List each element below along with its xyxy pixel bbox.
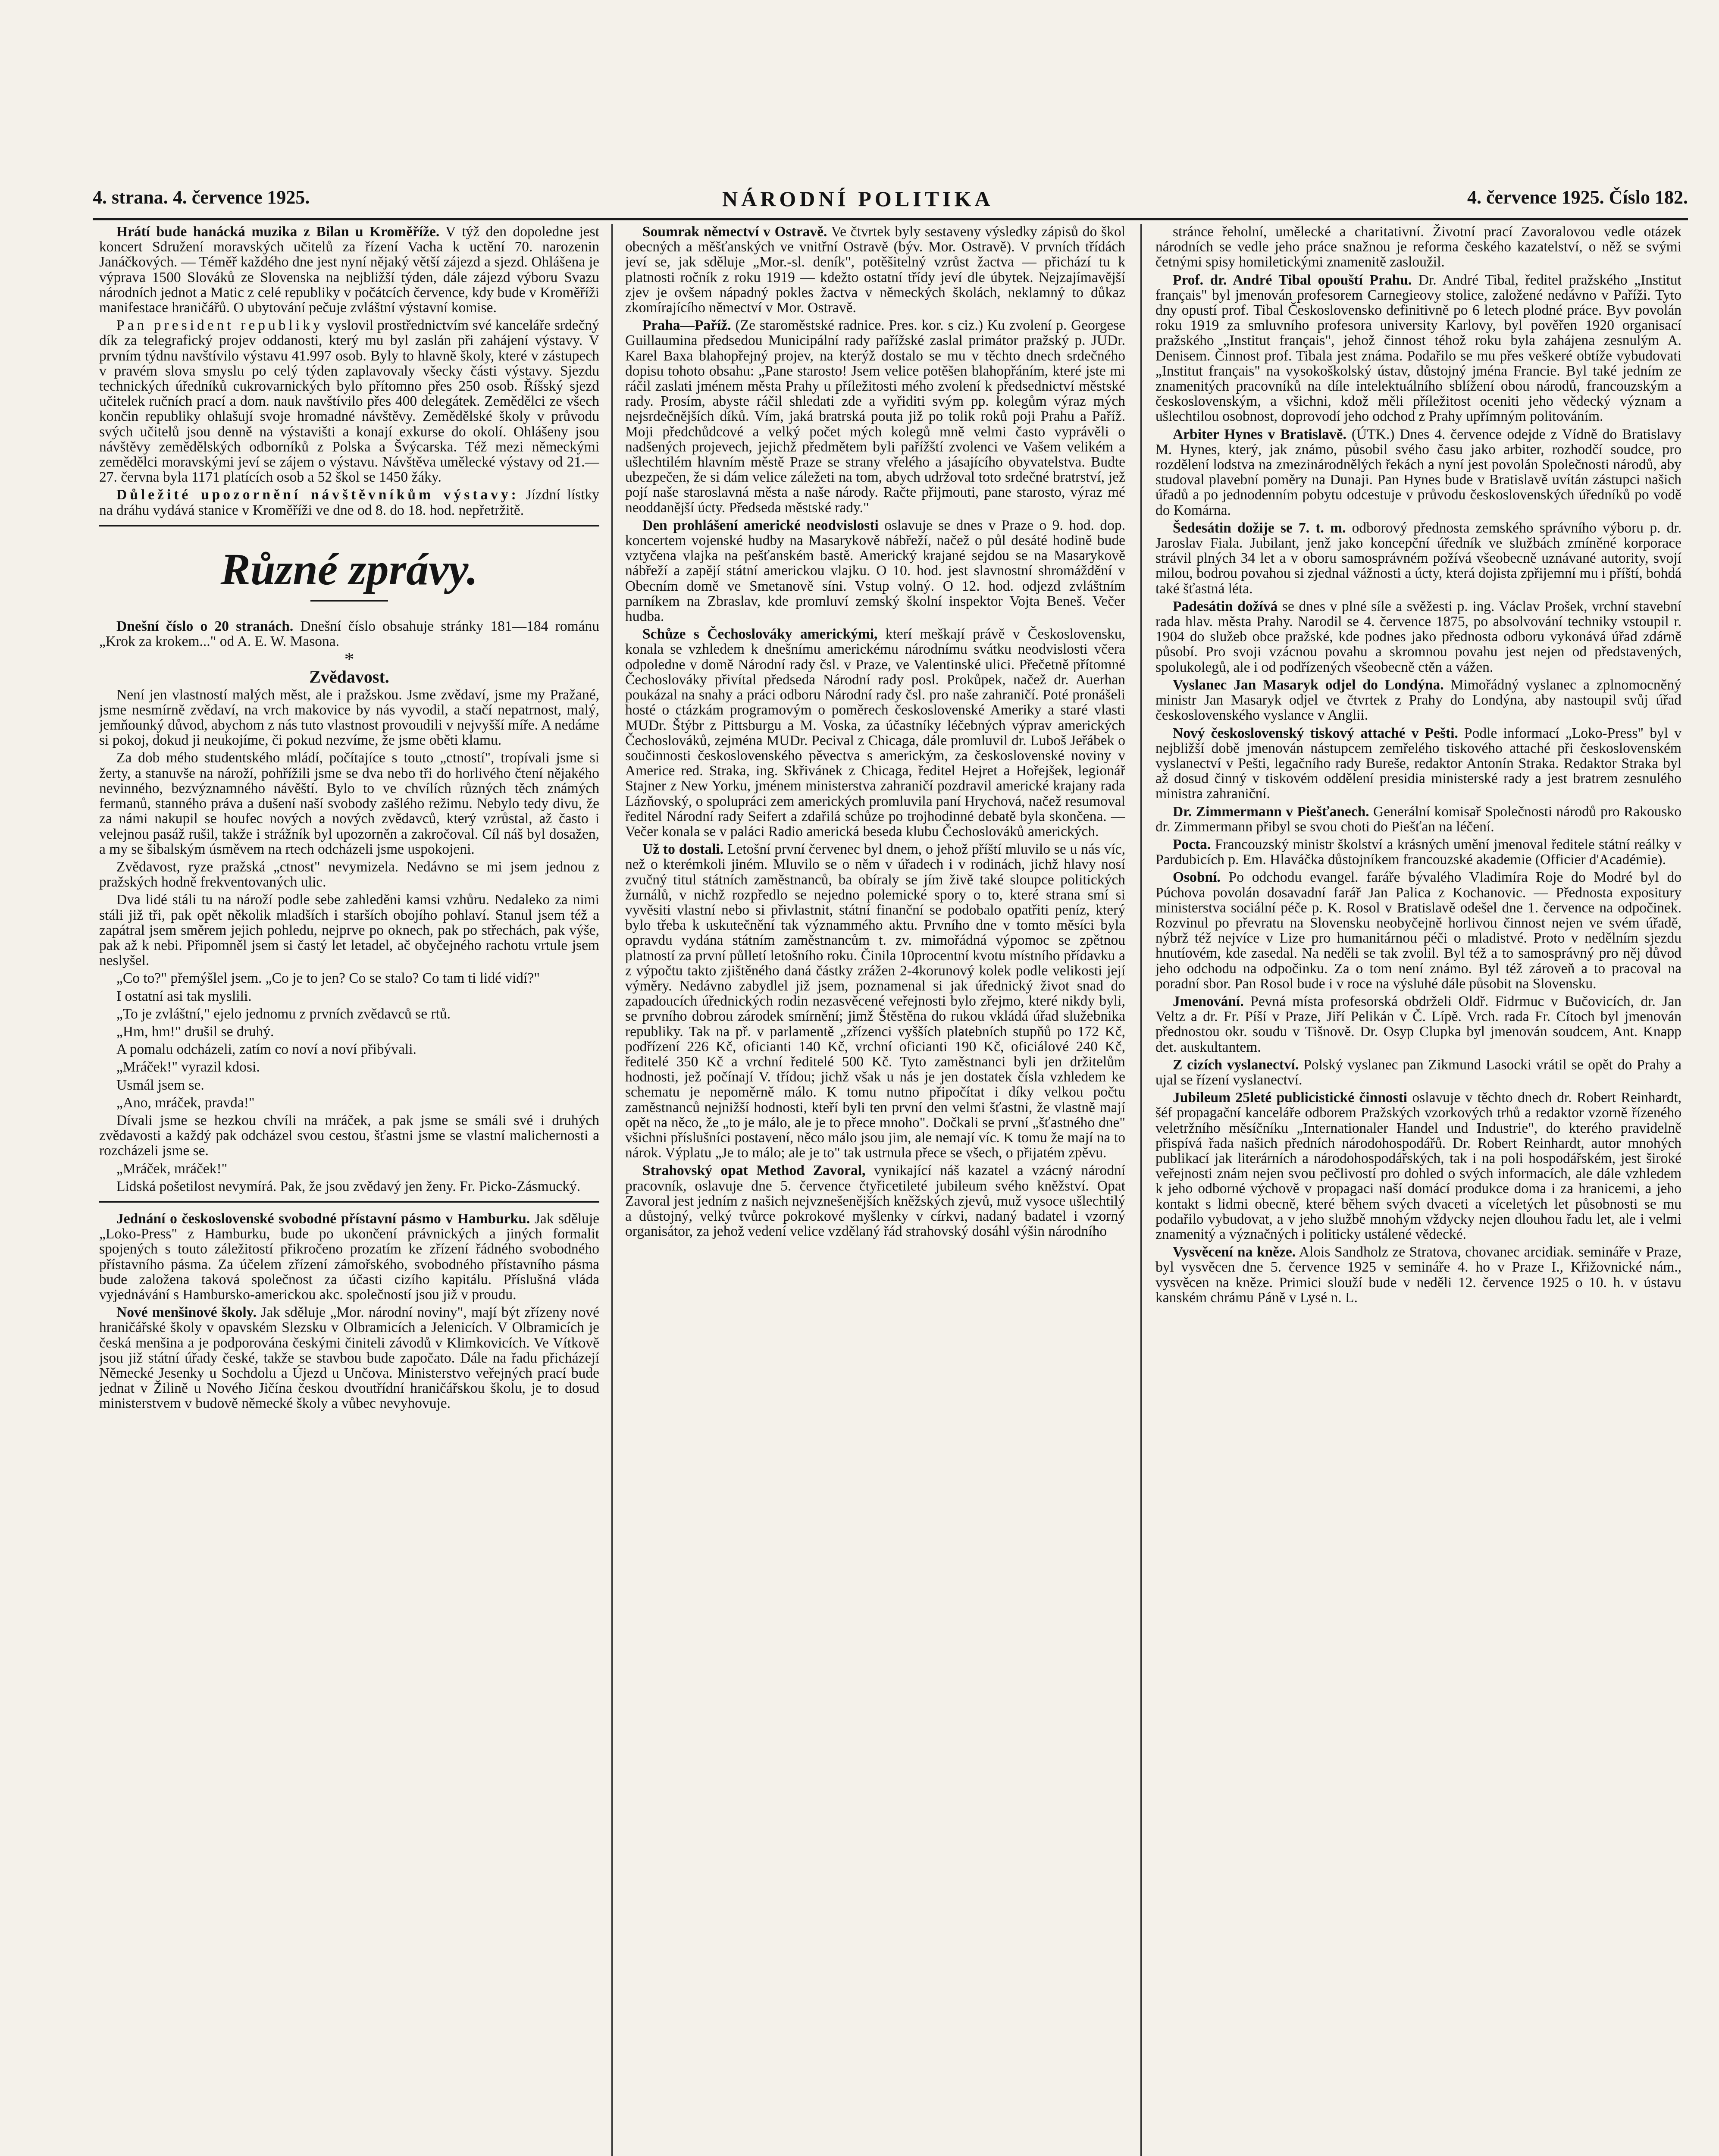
article — [1155, 726, 1681, 802]
paragraph: Usmál jsem se. — [116, 1077, 204, 1093]
article-heading: Jubileum 25leté publicistické činnosti — [1173, 1090, 1408, 1106]
paragraph: Dívali jsme se hezkou chvíli na mráček, a pak jsme se smáli své i druhých zvědavosti a každý pak odcházel svou cestou, šťastni jsme se vlastní malichernosti a rozcházeli jsme se. — [99, 1112, 599, 1159]
column-2 — [625, 224, 1125, 2156]
header-page-date: 4. strana. 4. července 1925. — [93, 187, 310, 208]
paragraph: „Hm, hm!" drušil se druhý. — [116, 1023, 274, 1040]
paragraph: Dva lidé stáli tu na nároží podle sebe zahleděni kamsi vzhůru. Nedaleko za nimi stáli již tři, pak opět několik mladších i starších obojího pohlaví. Stanul jsem též a zapátral jsem směrem jejich pohledu, nejprve po oknech, pak po střechách, pak výše, pak až k nebi. Připomněl jsem si častý let letadel, ač obyčejného rachotu vrtule jsem neslyšel. — [99, 892, 599, 969]
article-heading: Vyslanec Jan Masaryk odjel do Londýna. — [1173, 677, 1444, 693]
article-heading: Dr. Zimmermann v Piešťanech. — [1173, 803, 1369, 820]
article — [625, 627, 1125, 839]
article-body: Jak sděluje „Mor. národní noviny", mají být zřízeny nové hraničářské školy v opavském Slezsku v Olbramicích a Jelenicích. V Olbramicích je česká menšina a je podporována českými činiteli závodů v Klimkovicích. Ve Vítkově jsou již státní úřady české, takže se stavbou bude započato. Dále na řadu přicházejí Německé Jesenky u Sochdolu a Újezd u Unčova. Ministerstvo veřejných prací bude jednat v Žilině u Nového Jičína českou dvoutřídní hraničářskou školu, je to dosud ministerstvem v budově německé školy a vůbec nevyhovuje. — [99, 1304, 599, 1412]
article-body: (Ze staroměstské radnice. Pres. kor. s ciz.) Ku zvolení p. Georgese Guillaumina předsedou Municipální rady pařížské zaslal primátor pražský p. JUDr. Karel Baxa blahopřejný projev, na kterýž dostalo se mu v těchto dnech srdečného dopisu tohoto obsahu: „Pane starosto! Jsem velice potěšen blahopřáním, které jste mi ráčil zaslati jménem města Prahy u příležitosti mého zvolení k předsednictví městské rady. Prosím, abyste ráčil shledati zde a vyřiditi svým pp. kolegům výraz mých nejsrdečnějších díků. Vím, jaká bratrská pouta již po tolik roků poji Prahu a Paříž. Moji předchůdcové a velký počet mých kolegů mně velmi často vyprávěli o nadšených projevech, jejichž předmětem byli pařížští zvolenci ve Vašem velikém a ušlechtilém hlavním městě Praze se strany vřelého a jásajícího obyvatelstva. Budte ubezpečen, že si dám velice záležeti na tom, abych udržoval toto srdečné bratrství, jež pojí naše staroslavná města a naše národy. Račte přijmouti, pane starosto, výraz mé neoddanější úcty. Předseda městské rady." — [625, 317, 1125, 516]
article-heading: Pocta. — [1173, 836, 1211, 852]
article — [1155, 994, 1681, 1055]
article — [1155, 804, 1681, 834]
article-body: Dnešní číslo obsahuje stránky 181—184 románu „Krok za krokem..." od A. E. W. Masona. — [99, 618, 599, 650]
article — [625, 518, 1125, 624]
article — [99, 1305, 599, 1411]
article-body: oslavuje v těchto dnech dr. Robert Reinhardt, šéf propagační kanceláře odborem Pražských vzorkových trhů a redaktor vzorně řízeného veletržního měsíčníku „Internationaler Handel und Industrie", do kterého pravidelně přispívá řada našich předních národohospodářů. Dr. Robert Reinhardt, autor mnohých publikací jak literárních a národohospodářských, tak i na poli hospodářském, jest široké veřejnosti znám nejen svou pečlivostí pro dohled o svých informacích, ale dále vzhledem k jeho odborné výchově v propagaci naší domácí produkce doma i za hranicemi, a jeho kontakt s lidmi obecně, které během svých dvaceti a víceletých let působnosti se mu podařilo vybudovat, a v jeho službě mnohým vždycky nejen dlouhou řadu let, ale i velmi znamenitý a význačných i politicky ustálené vědecké. — [1155, 1090, 1681, 1242]
paragraph: I ostatní asi tak myslili. — [116, 988, 252, 1004]
paragraph: Zvědavost, ryze pražská „ctnost" nevymizela. Nedávno se mi jsem jednou z pražských hodně frekventovaných ulic. — [99, 859, 599, 890]
article-heading: Vysvěcení na kněze. — [1173, 1244, 1296, 1260]
paragraph: „Co to?" přemýšlel jsem. „Co je to jen? Co se stalo? Co tam ti lidé vidí?" — [116, 970, 540, 987]
article-body: se dnes v plné síle a svěžesti p. ing. Václav Prošek, vrchní stavební rada hlav. města Prahy. Narodil se 4. července 1875, po absolvování techniky vstoupil r. 1904 do služeb obce pražské, kde podnes jako přednosta odboru vykonává úřad zdárně působí. Pro svoji vzácnou povahu a skromnou povahu jest nejen od představených, spolukolegů, ale i od podřízených všeobecně ctěn a vážen. — [1155, 598, 1681, 675]
article — [1155, 427, 1681, 518]
article-body: Mimořádný vyslanec a zplnomocněný ministr Jan Masaryk odjel ve čtvrtek z Prahy do Londýna, aby nastoupil svůj úřad československého vyslance v Anglii. — [1155, 677, 1681, 724]
article — [1155, 520, 1681, 596]
article-body: Jak sděluje „Loko-Press" z Hamburku, bude po ukončení právnických a jiných formalit spojených s touto záležitostí přikročeno prozatím ke zřízení řádného svobodného přístavního pásma. Za účelem zřízení zámořského, svobodného přístavního pásma bude založena taková společnost za účasti cizího kapitálu. Příslušná vláda vyjednávání s Hambursko-americkou akc. společností jsou již v proudu. — [99, 1210, 599, 1303]
article-body: Po odchodu evangel. faráře bývalého Vladimíra Roje do Modré byl do Púchova povolán dosavadní farář Jan Palica z Kochanovic. — Přednosta expositury ministerstva sociální péče p. K. Rosol v Bratislavě odešel dne 1. července na odpočinek. Rozvinul po převratu na Slovensku neobyčejně horlivou činnost nejen ve svém úřadě, nýbrž též nejvíce v Lize pro humanitárnou péči o mladistvé. Proto v nedělním sjezdu hnutíovém, kde zasedal. Na neděli se tak zvolil. Byl též a to samosprávný pro něj důvod jeho odchodu na odpočinku. Za o tom není známo. Byl též zároveň a to pracoval na poradní sbor. Pan Rosol bude i v roce na výsluhé dále působit na Slovensku. — [1155, 869, 1681, 992]
article — [1155, 273, 1681, 424]
header-rule — [93, 218, 1688, 220]
column-rule — [611, 224, 613, 2156]
paragraph: „Mráček, mráček!" — [116, 1160, 228, 1177]
article-body: (ÚTK.) Dnes 4. července odejde z Vídně do Bratislavy M. Hynes, který, jak známo, působil svého času jako arbiter, rozhodčí soudce, pro rozdělení lodstva na zmezinárodnělých řekách a nyní jest povolán Společnosti národů, aby studoval plavební poměry na Dunaji. Pan Hynes bude v Bratislavě uvítán zástupci našich úřadů a po jednodenním pobytu odcestuje v průvodu československých úředníků po vodě do Komárna. — [1155, 426, 1681, 518]
article-body: V týž den dopoledne jest koncert Sdružení moravských učitelů za řízení Vacha k uctění 70. narozenin Janáčkových. — Téměř každého dne jest nyní nějaký větší zájezd a sjezd. Ohlášena je výprava 1500 Slováků ze Slovenska na nejbližší týden, dále zájezd výboru Svazu národních jednot a Matic z celé republiky v počátcích července, kdy bude v Kroměříži manifestace hraničářů. O ubytování pečuje zvláštní výstavní komise. — [99, 224, 599, 316]
paragraph: Za dob mého studentského mládí, počítajíce s touto „ctností", tropívali jsme si žerty, a stanuvše na nároží, pohřížili jsme se dva nebo tři do horlivého čtení nějakého nevinného, bezvýznamného návěští. Bylo to ve chvílích různých těch známých fermanů, stanného práva a dušení naší svobody zašlého režimu. Nebylo tedy divu, že za námi nakupil se houfec nových a nových zvědavců, který vzrůstal, až často i velejnou pasáž rušil, takže i strážník byl upozorněn a zakročoval. Cíl náš byl dosažen, a my se šibalským úsměvem na rtech odcházeli jsme uspokojeni. — [99, 750, 599, 857]
article-body: Polský vyslanec pan Zikmund Lasocki vrátil se opět do Prahy a ujal se řízení vyslanectví. — [1155, 1056, 1681, 1088]
article-heading: Nové menšinové školy. — [116, 1304, 257, 1321]
article-heading: Dnešní číslo o 20 stranách. — [116, 618, 294, 634]
paragraph: Není jen vlastností malých měst, ale i pražskou. Jsme zvědaví, jsme my Pražané, jsme nesmírně zvědaví, na vrch makovice by nás vyvodil, a stačí nepatrnost, malý, jemňounký důvod, abychom z nás tuto vlastnost provoudili v nejvyšší míře. A nedáme si pokoj, dokud ji neukojíme, či pokud nezvíme, že jsme oběti klamu. — [99, 686, 599, 749]
article-heading: Padesátin dožívá — [1173, 598, 1278, 614]
article — [625, 224, 1125, 315]
paragraph: „Ano, mráček, pravda!" — [116, 1094, 255, 1111]
paragraph: „Mráček!" vyrazil kdosi. — [116, 1059, 260, 1075]
article-heading: Osobní. — [1173, 869, 1221, 886]
article — [1155, 677, 1681, 723]
article-heading: Jmenování. — [1173, 993, 1244, 1009]
article — [625, 842, 1125, 1160]
article — [625, 1163, 1125, 1239]
title-rule — [310, 600, 388, 602]
paragraph: „To je zvláštní," ejelo jednomu z prvních zvědavců se rtů. — [116, 1006, 451, 1022]
article — [1155, 1090, 1681, 1242]
feuilleton-title: Zvědavost. — [309, 667, 389, 687]
article-body: Letošní první červenec byl dnem, o jehož příští mluvilo se u nás víc, než o kterémkoli jiném. Mluvilo se o něm v úřadech i v rodinách, jichž hlavy nosí zvučný titul státních zaměstnanců, ba obíraly se jím živě také sloupce politických žurnálů, v nichž rozpředlo se nejedno polemické spory o to, které strana smí si vyvěsiti vlastní nebo si přivlastnit, státní finanční se podobalo opatřiti peníz, který bylo třeba k uskutečnění tak význammého aktu. Prvního dne v tomto měsíci byla opravdu vydána státním zaměstnancům t. zv. mimořádná výpomoc se zpětnou platností za první půlletí letošního roku. Činila 10procentní kvotu místního přídavku a z výpočtu takto zjištěného daná částky zrážen 2-4korunový kolek podle velikosti její výměry. Nedávno zabydlel již jsem, poznamenal si jak úřednický život snad do zapadoucích úřednických rodin nezasvěcené veřejnosti bylo zřejmo, které nikdy byli, se prvního dobrou zárodek smírnění; jimž Štěstěna do rukou vkládá úřad služebnika republiky. Tak na př. v parlamentě „zřízenci vyšších platebních stupňů po 172 Kč, podřízení 226 Kč, oficianti 140 Kč, vrchní oficianti 190 Kč, oficiálové 240 Kč, ředitelé 350 Kč a vrchní ředitelé 500 Kč. Tyto zaměstnanci byli jen držitelům hodnosti, jež počínají V. třídou; jichž však u nás je jen dostatek čísla vzhledem ke schematu je nepoměrně málo. K tomu nutno připočítat i díky velkou počtu zaměstnanců nejnižší hodnosti, kteří byli ten první den velmi šťastni, že vlastně mají opět na něco, že „to je málo, ale je to přece mnoho". Dočkali se první „šťastného dne" všichni příslušníci postavení, něco málo jsou jim, ale nemají víc. K tomu že mají na to nárok. Výplatu „Je to málo; ale je to" tak ustrnula přece se všech, o přijatém zpěvu. — [625, 841, 1125, 1161]
article-heading: Pan president republiky — [116, 317, 323, 334]
article-heading: Jednání o československé svobodné přístavní pásmo v Hamburku. — [116, 1210, 530, 1227]
column-rule — [1140, 224, 1142, 2156]
article — [1155, 1244, 1681, 1305]
article-heading: Praha—Paříž. — [642, 317, 731, 334]
article-heading: Už to dostali. — [642, 841, 724, 858]
paragraph — [99, 1179, 599, 1194]
article — [1155, 1057, 1681, 1087]
article — [1155, 870, 1681, 991]
article-body: Jízdní lístky na dráhu vydává stanice v Kroměříži ve dne od 8. do 18. hod. nepřetržitě. — [99, 487, 599, 518]
article-heading: Arbiter Hynes v Bratislavě. — [1173, 426, 1346, 442]
section-title: Různé zprávy. — [220, 544, 478, 594]
article — [1155, 599, 1681, 675]
section-divider — [99, 1201, 599, 1203]
star-divider: * — [344, 648, 354, 671]
masthead: NÁRODNÍ POLITIKA — [722, 187, 994, 211]
article-body: vyslovil prostřednictvím své kanceláře srdečný dík za telegrafický projev oddanosti, který mu byl zaslán při zahájení výstavy. V prvním týdnu navštívilo výstavu 41.997 osob. Byly to hlavně školy, které v zástupech v pravém slova smyslu po celý týden zaplavovaly všecky části výstavy. Sjezdu technických úředníků cukrovarnických bylo přítomno přes 250 osob. Říšský sjezd učitelek ručních prací a dom. nauk navštívilo přes 400 delegátek. Zemědělci ze všech končin republiky ohlašují svoje hromadné návštěvy. Zemědělské školy v průvodu svých učitelů jsou denně na výstavišti a konají exkurse do okolí. Ohlášeny jsou návštěvy zemědělských odborníků z Polska a Švýcarska. Též mezi německými zemědělci moravskými jeví se zájem o výstavu. Návštěva umělecké výstavy od 21.—27. června byla 1171 platících osob a 52 škol se 1450 žáky. — [99, 317, 599, 486]
article — [99, 224, 599, 315]
paragraph: A pomalu odcházeli, zatím co noví a noví přibývali. — [116, 1041, 416, 1058]
article-heading: Šedesátin dožije se 7. t. m. — [1173, 520, 1346, 536]
author-signature: Fr. Picko-Zásmucký. — [460, 1178, 581, 1194]
article-heading: Nový československý tiskový attaché v Pešti. — [1173, 725, 1458, 741]
article — [1155, 837, 1681, 867]
article-heading: Z cizích vyslanectví. — [1173, 1056, 1299, 1073]
page-header — [93, 186, 1688, 213]
article-heading: Soumrak němectví v Ostravě. — [642, 224, 827, 240]
article-body: Ve čtvrtek byly sestaveny výsledky zápisů do škol obecných a měšťanských ve vnitřní Ostravě (býv. Mor. Ostravě). V prvních třídách jeví se, jak sděluje „Mor.-sl. deník", potěšitelný vzrůst žactva — přichází tu k platnosti ročník z roku 1919 — kdežto ostatní třídy jeví dle úbytek. Nejzajímavější zjev je ovšem nápadný pokles žactva v německých školách, neklamný to důkaz zkomírajícího němectví v Mor. Ostravě. — [625, 224, 1125, 316]
paragraph-text: Lidská pošetilost nevymírá. Pak, že jsou zvědavý jen ženy. — [116, 1178, 456, 1194]
article-heading: Prof. dr. André Tibal opouští Prahu. — [1173, 272, 1412, 288]
article — [99, 487, 599, 517]
article-body: vynikající náš kazatel a vzácný národní pracovník, oslavuje dne 5. července čtyřicetileté jubileum svého kněžství. Opat Zavoral jest jedním z našich nejvznešenějších kněžských zjevů, muž vysoce ušlechtilý a důstojný, velký tvůrce pokrokové myšlenky v církvi, nadaný badatel i vzorný organisátor, za jehož vedení velice vzdělaný řád strahovský dosáhl výšin národního — [625, 1163, 1125, 1240]
article-body: oslavuje se dnes v Praze o 9. hod. dop. koncertem vojenské hudby na Masarykově nábřeží, načež o půl desáté hodině bude vztyčena vlajka na pešťanském bastě. Americký krajané sejdou se na Masarykově nábřeží a zapějí státní americkou vlajku. O 10. hod. jest slavnostní shromáždění v Obecním domě ve Smetanově síni. Vstup volný. O 12. hod. odjezd zvláštním parníkem na Zbraslav, kde promluví zemský školní inspektor Vojta Beneš. Večer hudba. — [625, 517, 1125, 625]
article-body: Alois Sandholz ze Stratova, chovanec arcidiak. semináře v Praze, byl vysvěcen dne 5. července 1925 v semináře 4. ho v Praze I., Křižovnické nám., vysvěcen na kněze. Primici slouží bude v neděli 12. července 1925 o 10. h. v ústavu kanském chrámu Páně v Lysé n. L. — [1155, 1244, 1681, 1306]
article-heading: Strahovský opat Method Zavoral, — [642, 1163, 866, 1179]
header-issue: 4. července 1925. Číslo 182. — [1467, 187, 1688, 208]
article — [99, 619, 599, 649]
article-heading: Schůze s Čechoslováky americkými, — [642, 626, 878, 642]
article-heading: Důležité upozornění návštěvníkům výstavy: — [116, 487, 519, 503]
article-heading: Den prohlášení americké neodvislosti — [642, 517, 879, 533]
section-divider — [99, 525, 599, 526]
article-body: Generální komisař Společnosti národů pro Rakousko dr. Zimmermann přibyl se svou choti do Piešťan na léčení. — [1155, 803, 1681, 835]
article-body: odborový přednosta zemského správního výboru p. dr. Jaroslav Fiala. Jubilant, jenž jako koncepční úředník ve službách zmíněné korporace strávil plných 34 let a v oboru samosprávném požívá všeobecně uznávané autority, svojí milou, bodrou povahou si zjednal vážnosti a úcty, která dojista zpřijemní mu i příští, bohdá také šťastná léta. — [1155, 520, 1681, 597]
article — [99, 318, 599, 485]
article-body: Podle informací „Loko-Press" byl v nejbližší době jmenován nástupcem zemřelého tiskového attaché při československém vyslanectví v Pešti, legačního rady Bureše, redaktor Antonín Straka. Redaktor Straka byl až dosud činný v tiskovém oddělení presidia ministerské rady a jest bratrem zesnulého ministra zahraniční. — [1155, 725, 1681, 802]
article-body: Pevná místa profesorská obdrželi Oldř. Fidrmuc v Bučovicích, dr. Jan Veltz a dr. Fr. Píší v Praze, Jiří Pelikán v Č. Lípě. Vrch. rada Fr. Cítoch byl jmenován přednostou okr. soudu v Tišnově. Dr. Osyp Clupka byl jmenován soudcem, Ant. Knapp det. auskultantem. — [1155, 993, 1681, 1055]
column-3 — [1155, 224, 1681, 2156]
article — [625, 318, 1125, 515]
column-1 — [99, 224, 599, 2156]
article-body: Francouzský ministr školství a krásných umění jmenoval ředitele státní reálky v Pardubicích p. Em. Hlaváčka důstojníkem francouzské akademie (Officier d'Académie). — [1155, 836, 1681, 868]
article — [99, 1211, 599, 1302]
article-heading: Hrátí bude hanácká muzika z Bilan u Kroměříže. — [116, 224, 440, 240]
article-body: kterí meškají právě v Československu, konala se vzhledem k dnešnímu americkému národnímu svátku neodvislosti včera odpoledne v domě Národní rady čsl. v Praze, ve Valentinské ulici. Přečetně přítomné Čechoslováky přivítal předseda Národní rady posl. Prokůpek, načež dr. Auerhan poukázal na snahy a práci odboru Národní rady čsl. pro naše zahraničí. Poté pronášeli hosté o ctázkám programovým o poměrech československé Ameriky a staré vlasti MUDr. Štýbr z Pittsburgu a M. Voska, za účastníky léčebných výprav amerických Čechoslováků, zejména MUDr. Pecival z Chicaga, dále promluvil dr. Luboš Jeřábek o součinnosti československého pěvectva s americkým, za československé noviny v Americe red. Straka, ing. Skřivánek z Chicaga, ředitel Hejret a Hořejšek, legionář Stajner z New Yorku, jménem ministerstva zahraničí pozdravil americké krajany rada Lázňovský, o spolupráci zem amerických promluvila paní Hrychová, načež resumoval ředitel Národní rady Seifert a zdařilá schůze po trojhodinné debatě byla skončena. — Večer konala se v paláci Radio americká beseda klubu Čechoslováků amerických. — [625, 626, 1125, 840]
article-continuation: stránce řeholní, umělecké a charitativní. Životní prací Zavoralovou vedle otázek národních se vedle jeho práce snažnou je reforma českého kazatelství, o něž se svými četnými spisy homiletickými znamenitě zasloužil. — [1155, 224, 1681, 270]
article-body: Dr. André Tibal, ředitel pražského „Institut français" byl jmenován profesorem Carnegieovy stolice, založené nedávno v Paříži. Tyto dny opustí prof. Tibal Československo definitivně po 6 letech plodné práce. Byv povolán roku 1919 za smluvního profesora university Karlovy, byl pověřen 1920 organisací pražského „Institut français", jehož činnost téhož roku byla zahájena zesnulým A. Denisem. Činnost prof. Tibala jest známa. Podařilo se mu přes veškeré obtíže vybudovati „Institut français" na vysokoškolský ústav, důstojný jména Francie. Byl také jedním ze znamenitých pracovníků na díle intelektuálního sblížení obou národů, francouzským a československým, a všichni, kdož měli příležitost oceniti jeho vědecký význam a ušlechtilou osobnost, doprovodí jeho odchod z Prahy upřímným politováním. — [1155, 272, 1681, 425]
